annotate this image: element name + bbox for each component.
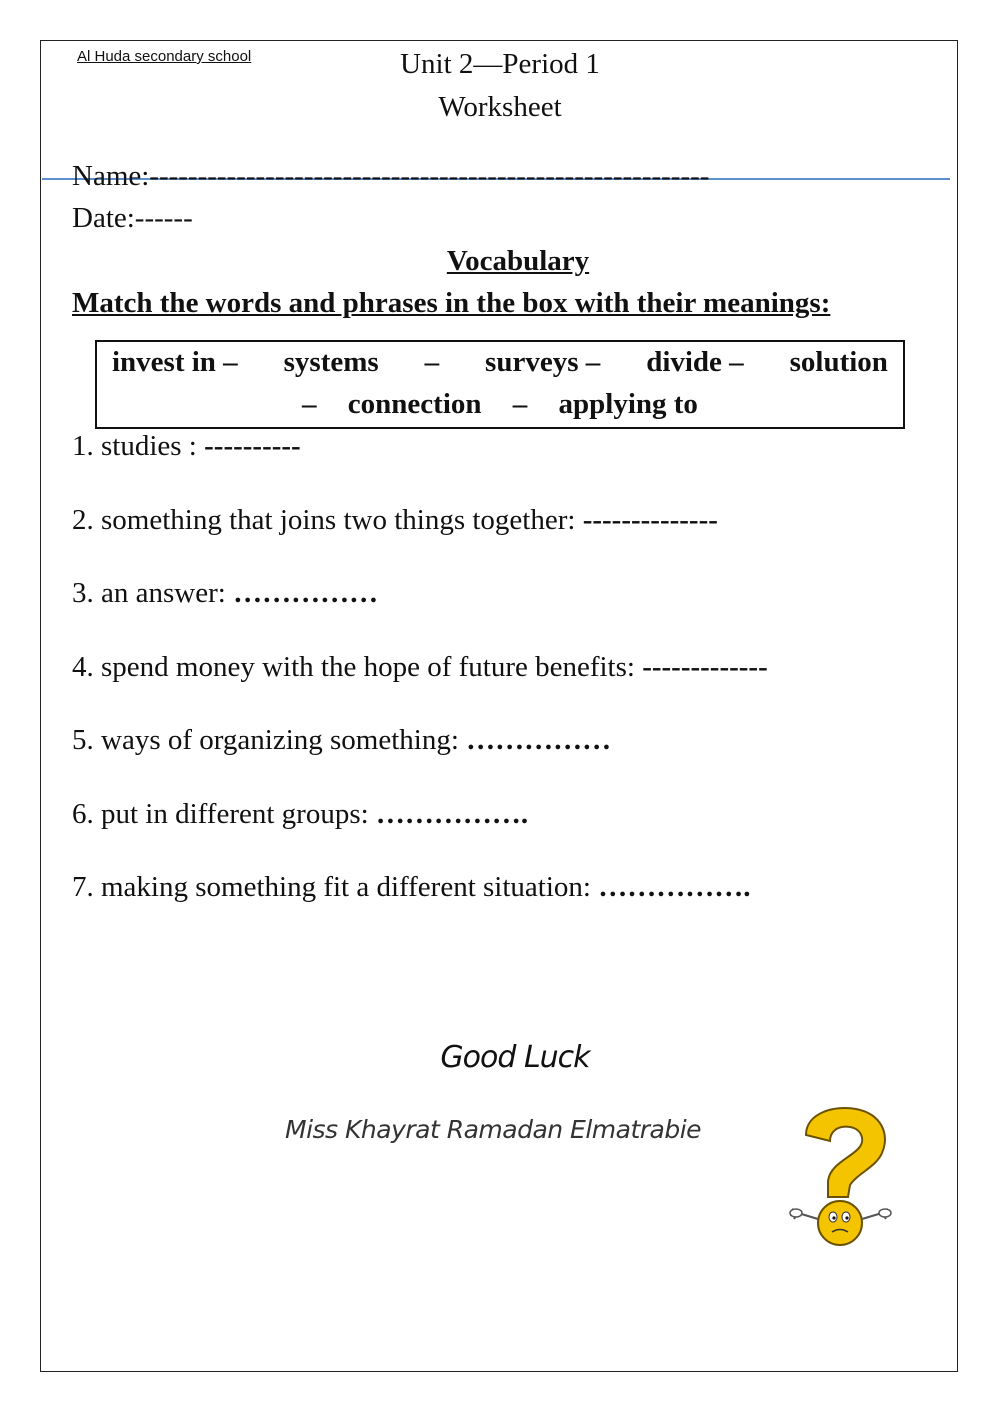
instruction-text: Match the words and phrases in the box with their meanings: <box>72 287 831 319</box>
question-7 <box>72 871 750 904</box>
date-field[interactable]: Date:------ <box>72 202 193 234</box>
question-5 <box>72 724 611 757</box>
word-separator: – <box>302 388 317 420</box>
answer-blank[interactable]: …………… <box>233 577 379 609</box>
word-solution: solution <box>789 346 888 378</box>
answer-blank[interactable]: ……………. <box>598 871 751 903</box>
good-luck-text: Good Luck <box>440 1040 590 1075</box>
question-6 <box>72 798 528 831</box>
question-prompt: 4. spend money with the hope of future benefits: <box>72 651 643 683</box>
word-systems: systems <box>283 346 379 378</box>
worksheet-title: Worksheet <box>438 91 562 123</box>
word-surveys: surveys – <box>485 346 601 378</box>
question-4 <box>72 651 768 684</box>
answer-blank[interactable]: ---------- <box>204 430 301 462</box>
word-box-line-1 <box>112 346 888 379</box>
word-box <box>95 340 905 429</box>
question-2 <box>72 504 718 537</box>
question-prompt: 5. ways of organizing something: <box>72 724 467 756</box>
word-connection: connection <box>347 388 482 420</box>
question-prompt: 6. put in different groups: <box>72 798 376 830</box>
name-field[interactable]: Name:---------------------------------------------------------- <box>72 160 710 192</box>
answer-blank[interactable]: -------------- <box>582 504 718 536</box>
school-name: Al Huda secondary school <box>77 48 252 65</box>
answer-blank[interactable]: …………… <box>466 724 612 756</box>
question-3 <box>72 577 378 610</box>
question-prompt: 1. studies : <box>72 430 205 462</box>
word-divide: divide – <box>646 346 744 378</box>
question-mark-character-icon <box>786 1105 896 1255</box>
answer-blank[interactable]: ------------- <box>642 651 768 683</box>
answer-blank[interactable]: ……………. <box>375 798 529 830</box>
section-title: Vocabulary <box>446 245 590 277</box>
question-prompt: 7. making something fit a different situation: <box>72 871 599 903</box>
unit-title: Unit 2—Period 1 <box>400 48 600 80</box>
word-separator: – <box>512 388 528 420</box>
author-name: Miss Khayrat Ramadan Elmatrabie <box>285 1115 702 1144</box>
word-box-line-2 <box>97 388 903 421</box>
word-applying-to: applying to <box>558 388 698 420</box>
word-invest-in: invest in – <box>112 346 238 378</box>
question-1 <box>72 430 301 463</box>
question-prompt: 2. something that joins two things together: <box>72 504 583 536</box>
word-separator: – <box>424 346 440 378</box>
question-prompt: 3. an answer: <box>72 577 234 609</box>
